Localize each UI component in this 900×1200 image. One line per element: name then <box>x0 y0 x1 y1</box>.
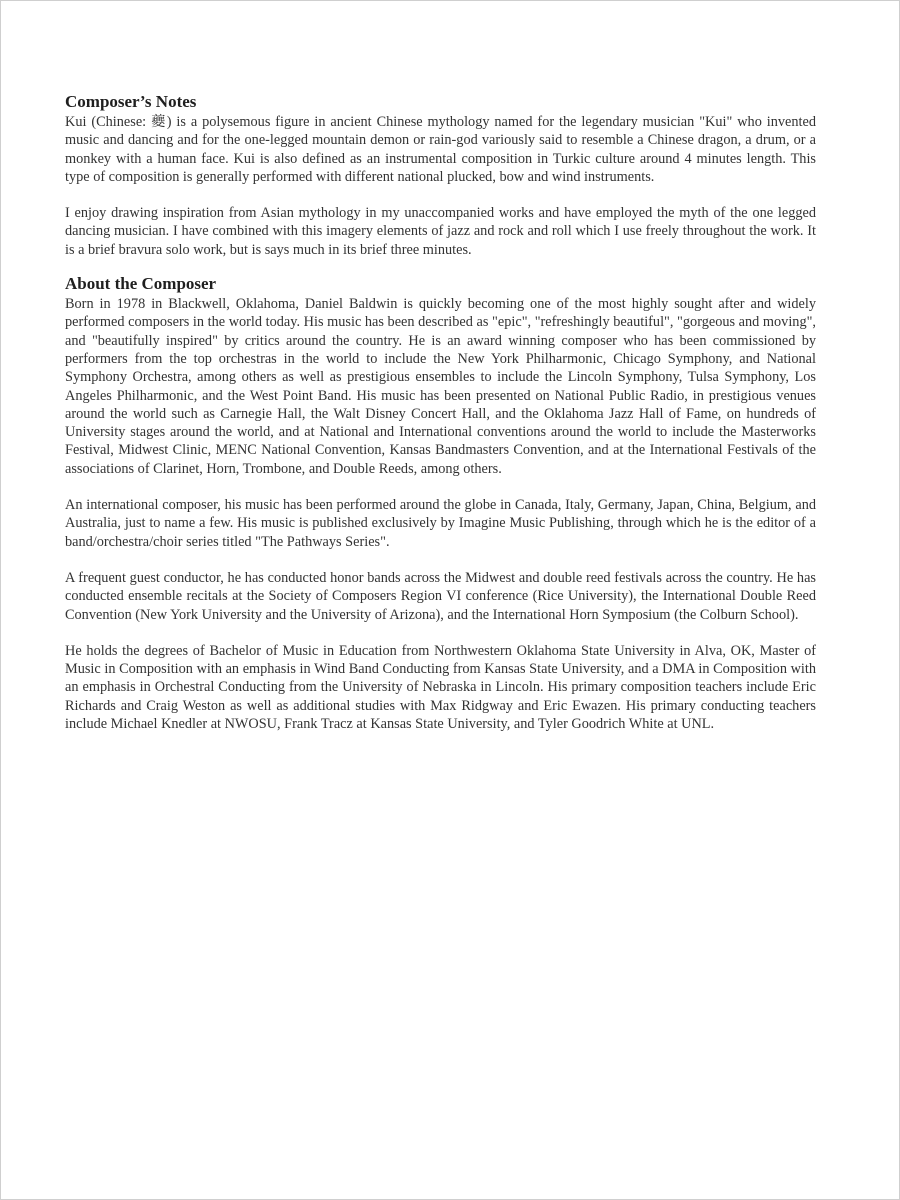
composers-notes-heading: Composer’s Notes <box>65 92 197 111</box>
composers-notes-section <box>65 91 816 259</box>
about-paragraph-3: A frequent guest conductor, he has conducted honor bands across the Midwest and double reed festivals across the country. He has conducted ensemble recitals at the Society of Composers Region VI conference (Rice University), the International Double Reed Convention (New York University and the University of Arizona), and the International Horn Symposium (the Colburn School). <box>65 569 816 623</box>
notes-paragraph-1: Kui (Chinese: 夔) is a polysemous figure in ancient Chinese mythology named for the legendary musician "Kui" who invented music and dancing and for the one-legged mountain demon or rain-god variously said to resemble a Chinese dragon, a drum, or a monkey with a human face. Kui is also defined as an instrumental composition in Turkic culture around 4 minutes length. This type of composition is generally performed with different national plucked, bow and wind instruments. <box>65 114 816 185</box>
about-paragraph-2: An international composer, his music has been performed around the globe in Canada, Italy, Germany, Japan, China, Belgium, and Australia, just to name a few. His music is published exclusively by Imagine Music Publishing, through which he is the editor of a band/orchestra/choir series titled "The Pathways Series". <box>65 497 816 550</box>
about-paragraph-1: Born in 1978 in Blackwell, Oklahoma, Daniel Baldwin is quickly becoming one of the most highly sought after and widely performed composers in the world today. His music has been described as "epic", "refreshingly beautiful", "gorgeous and moving", and "beautifully inspired" by critics around the country. He is an award winning composer who has been commissioned by performers from the top orchestras in the world to include the New York Philharmonic, Chicago Symphony, and National Symphony Orchestra, among others as well as prestigious ensembles to include the Lincoln Symphony, Tulsa Symphony, Los Angeles Philharmonic, and the West Point Band. His music has been presented on National Public Radio, in prestigious venues around the world such as Carnegie Hall, the Walt Disney Concert Hall, and the Oklahoma Jazz Hall of Fame, on hundreds of University stages around the world, and at National and International conventions around the world to include the Masterworks Festival, Midwest Clinic, MENC National Convention, Kansas Bandmasters Convention, and at the International Festivals of the associations of Clarinet, Horn, Trombone, and Double Reeds, among others. <box>65 296 816 477</box>
about-composer-heading: About the Composer <box>65 274 217 294</box>
about-composer-section <box>65 273 816 733</box>
about-paragraph-4: He holds the degrees of Bachelor of Music in Education from Northwestern Oklahoma State University in Alva, OK, Master of Music in Composition with an emphasis in Wind Band Conducting from Kansas State University, and a DMA in Composition with an emphasis in Orchestral Conducting from the University of Nebraska in Lincoln. His primary composition teachers include Eric Richards and Craig Weston as well as additional studies with Max Ridgway and Eric Ewazen. His primary conducting teachers include Michael Knedler at NWOSU, Frank Tracz at Kansas State University, and Tyler Goodrich White at UNL. <box>65 642 816 733</box>
notes-paragraph-2: I enjoy drawing inspiration from Asian mythology in my unaccompanied works and have employed the myth of the one legged dancing musician. I have combined with this imagery elements of jazz and rock and roll which I use freely throughout the work. It is a brief bravura solo work, but is says much in its brief three minutes. <box>65 205 816 258</box>
document-body <box>65 91 816 733</box>
